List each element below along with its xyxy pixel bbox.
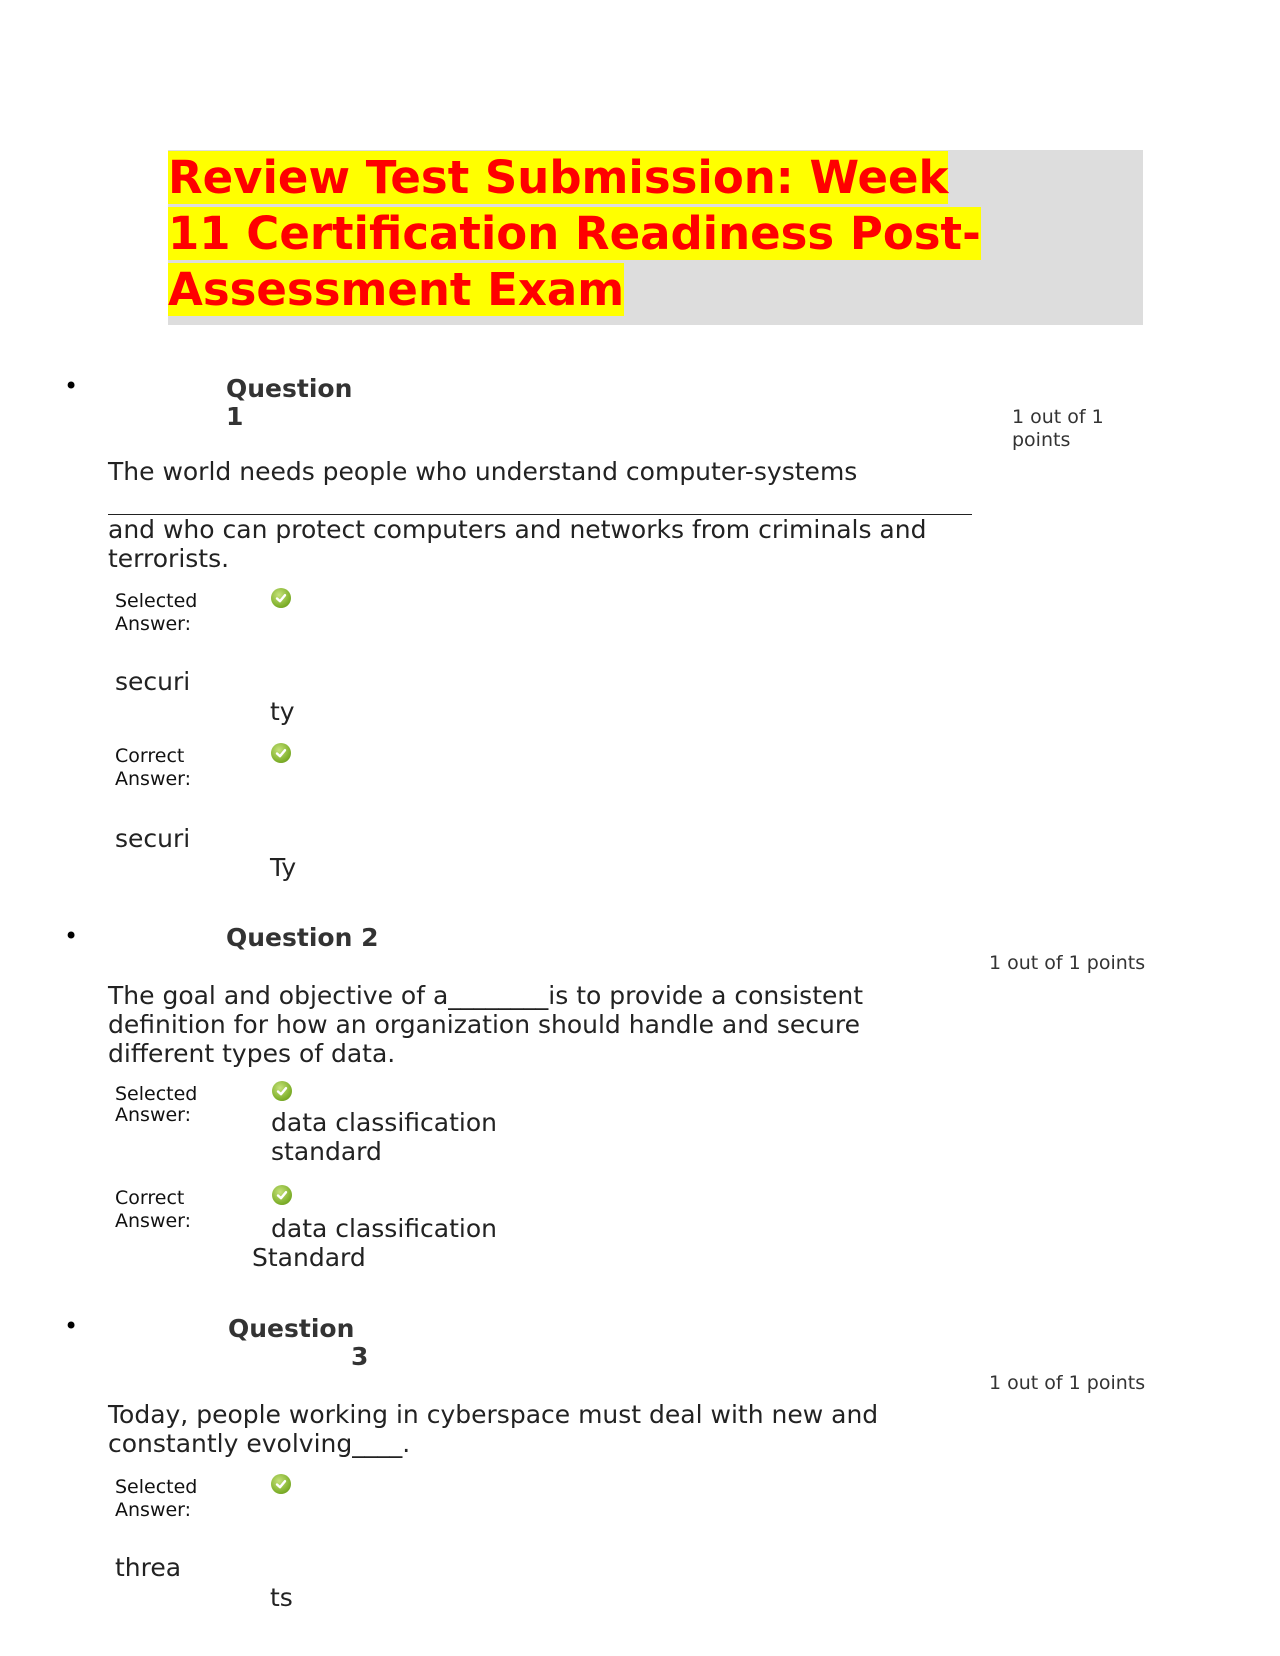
question-3-number: 3 <box>351 1342 369 1371</box>
question-3-points: 1 out of 1 points <box>989 1372 1146 1394</box>
question-1-text-line-1: The world needs people who understand computer-systems <box>108 457 858 486</box>
title-line-3: Assessment Exam <box>168 263 625 316</box>
selected-answer: data classification standard <box>271 1108 497 1166</box>
correct-answer-part-1: securi <box>115 824 191 853</box>
selected-answer-part-1: threa <box>115 1553 182 1582</box>
question-2-text-line-1: The goal and objective of a________is to provide a consistent <box>108 981 864 1010</box>
selected-answer-label: Selected Answer: <box>115 590 198 635</box>
question-2-heading: Question 2 <box>226 923 379 952</box>
correct-answer-label: Correct Answer: <box>115 745 192 790</box>
correct-answer-line-1: data classification <box>271 1214 497 1243</box>
question-2-text-line-2: definition for how an organization should handle and secure <box>108 1010 860 1039</box>
selected-answer-label: Selected Answer: <box>115 1083 198 1126</box>
question-1-heading: Question 1 <box>226 374 353 431</box>
check-circle-icon <box>271 588 291 608</box>
title-line-2: 11 Certification Readiness Post- <box>168 207 981 260</box>
check-circle-icon <box>272 1081 292 1101</box>
check-circle-icon <box>271 743 291 763</box>
title-line-1: Review Test Submission: Week <box>168 151 949 204</box>
check-circle-icon <box>272 1185 292 1205</box>
selected-answer-part-2: ts <box>270 1583 293 1612</box>
question-1-text-line-3: terrorists. <box>108 544 230 573</box>
selected-answer-label: Selected Answer: <box>115 1476 198 1521</box>
bullet-icon: • <box>64 372 79 400</box>
question-3-text-line-1: Today, people working in cyberspace must deal with new and <box>108 1400 879 1429</box>
correct-answer-label: Correct Answer: <box>115 1187 192 1232</box>
correct-answer-line-2: Standard <box>252 1243 366 1272</box>
check-circle-icon <box>271 1474 291 1494</box>
selected-answer-part-1: securi <box>115 667 191 696</box>
question-1-text-line-2: and who can protect computers and networks from criminals and <box>108 515 927 544</box>
correct-answer-part-2: Ty <box>270 853 297 882</box>
page-title <box>168 150 1108 318</box>
selected-answer-part-2: ty <box>270 697 295 726</box>
question-1-points: 1 out of 1 points <box>1012 406 1104 451</box>
question-2-text-line-3: different types of data. <box>108 1039 396 1068</box>
question-3-heading: Question <box>228 1314 355 1343</box>
question-3-text-line-2: constantly evolving____. <box>108 1429 411 1458</box>
bullet-icon: • <box>64 1312 79 1340</box>
question-2-points: 1 out of 1 points <box>989 952 1146 974</box>
bullet-icon: • <box>64 922 79 950</box>
